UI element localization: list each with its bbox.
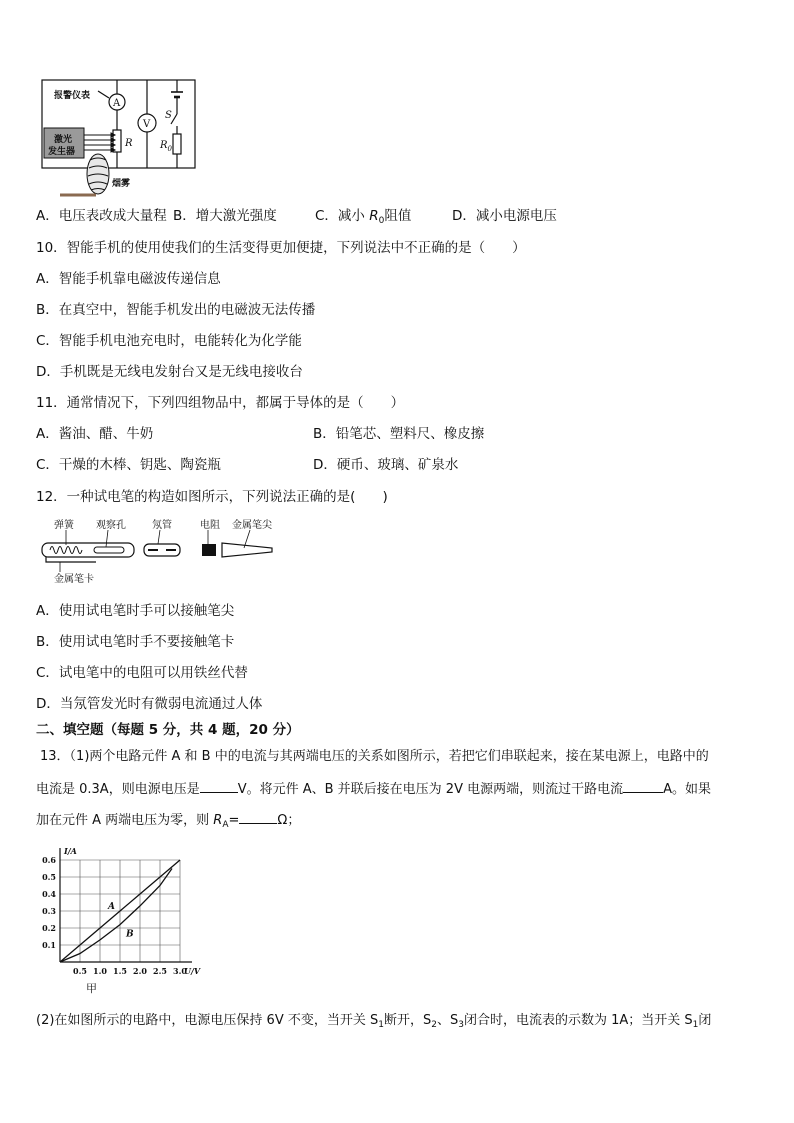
series-label-B: B [126,929,134,940]
metal-tip-icon [222,543,272,557]
smoke-icon [87,154,109,194]
smoke-label: 烟雾 [112,179,131,189]
clip-label: 金属笔卡 [54,574,94,585]
answer-blank-1[interactable] [200,779,238,793]
x-tick-label: 1.0 [93,966,107,976]
answer-blank-2[interactable] [623,779,663,793]
x-tick-label: 1.5 [113,966,127,976]
y-tick-label: 0.5 [42,872,56,882]
q13-line-4-e: 闭 [698,1013,712,1028]
q10-option-b: B．在真空中，智能手机发出的电磁波无法传播 [36,302,316,318]
q12-option-c: C．试电笔中的电阻可以用铁丝代替 [36,665,248,681]
answer-blank-3[interactable] [239,810,277,824]
laser-label-2: 发生器 [48,147,76,157]
q13-line-3 [36,810,300,831]
q9-option-c [315,207,411,227]
q11-stem: 11．通常情况下，下列四组物品中，都属于导体的是（ ） [36,395,405,411]
q13-line-2-c: A。如果 [663,782,712,797]
test-pen-figure [36,516,286,588]
q13-line-4-c: 、S [436,1013,459,1028]
q12-stem: 12．一种试电笔的构造如图所示，下列说法正确的是( ) [36,489,388,505]
resistor-icon [202,544,216,556]
q13-line-4-d: 闭合时，电流表的示数为 1A；当开关 S [463,1013,693,1028]
q12-option-a: A．使用试电笔时手可以接触笔尖 [36,603,235,619]
q13-line-4-s3: 3 [458,1020,464,1030]
q13-line-4-s1b: 1 [692,1020,699,1030]
q9-option-a: A．电压表改成大量程 [36,208,167,224]
iu-chart [36,840,206,995]
q11-option-c: C．干燥的木棒、钥匙、陶瓷瓶 [36,457,221,473]
q13-line-4-b: 断开，S [383,1013,432,1028]
q10-option-c: C．智能手机电池充电时，电能转化为化学能 [36,333,302,349]
q9-option-c-var: R [369,208,379,224]
y-tick-label: 0.6 [42,855,56,865]
q11-option-b: B．铅笔芯、塑料尺、橡皮擦 [313,426,485,442]
window-label: 观察孔 [96,520,126,531]
tip-label: 金属笔尖 [232,520,272,531]
q12-option-b: B．使用试电笔时手不要接触笔卡 [36,634,235,650]
alarm-circuit-figure [40,78,200,200]
x-tick-label: 2.5 [153,966,167,976]
laser-label-1: 激光 [54,135,73,145]
q9-option-d: D．减小电源电压 [452,208,557,224]
q13-line-2-a: 电流是 0.3A，则电源电压是 [36,782,200,797]
q13-line-3-var: R [213,813,223,828]
q11-option-a: A．酱油、醋、牛奶 [36,426,154,442]
y-tick-label: 0.1 [42,940,56,950]
q13-line-2 [36,779,711,799]
ammeter-label: A [113,98,121,109]
q13-line-4-a: (2)在如图所示的电路中，电源电压保持 6V 不变，当开关 S [36,1013,379,1028]
resistor-r0-icon [173,134,181,154]
q10-option-d: D．手机既是无线电发射台又是无线电接收台 [36,364,303,380]
q13-line-4 [36,1012,711,1031]
q9-option-c-pre: C．减小 [315,208,370,224]
spring-label: 弹簧 [54,520,74,531]
q13-line-3-c: Ω； [277,813,301,828]
x-axis-label: U/V [184,966,201,976]
q9-option-b: B．增大激光强度 [173,208,277,224]
resistor-r-label: R [125,138,133,149]
section-heading: 二、填空题（每题 5 分，共 4 题，20 分） [36,722,300,738]
q13-line-3-b: = [228,813,240,828]
y-axis-label: I/A [64,846,77,856]
resistor-r-icon [113,130,121,152]
x-tick-label: 0.5 [73,966,87,976]
resistor-label: 电阻 [200,520,220,531]
q9-option-c-post: 阻值 [384,208,412,224]
alarm-label: 报警仪表 [54,91,91,101]
y-tick-label: 0.4 [42,889,56,899]
q13-line-3-sub: A [222,820,229,830]
q13-line-3-a: 加在元件 A 两端电压为零，则 [36,813,214,828]
series-label-A: A [108,902,115,912]
q10-option-a: A．智能手机靠电磁波传递信息 [36,271,221,287]
y-tick-label: 0.3 [42,906,56,916]
q13-line-1: 13．（1)两个电路元件 A 和 B 中的电流与其两端电压的关系如图所示，若把它们串联起来，接在某电源上，电路中的 [40,749,709,764]
x-tick-label: 3.0 [173,966,187,976]
q11-option-d: D．硬币、玻璃、矿泉水 [313,457,459,473]
neon-label: 氖管 [152,520,172,531]
voltmeter-label: V [143,119,151,130]
q13-line-4-s1: 1 [378,1020,384,1030]
resistor-r0-label: $R_0$ [160,140,172,153]
y-tick-label: 0.2 [42,923,56,933]
switch-label: S [165,110,172,121]
q10-stem: 10．智能手机的使用使我们的生活变得更加便捷，下列说法中不正确的是（ ） [36,240,526,256]
q12-option-d: D．当氖管发光时有微弱电流通过人体 [36,696,263,712]
q13-line-4-s2: 2 [431,1020,437,1030]
chart-caption: 甲 [86,982,97,995]
q9-option-c-sub: 0 [378,216,385,226]
x-tick-label: 2.0 [133,966,147,976]
q13-line-2-b: V。将元件 A、B 并联后接在电压为 2V 电源两端，则流过干路电流 [237,782,624,797]
